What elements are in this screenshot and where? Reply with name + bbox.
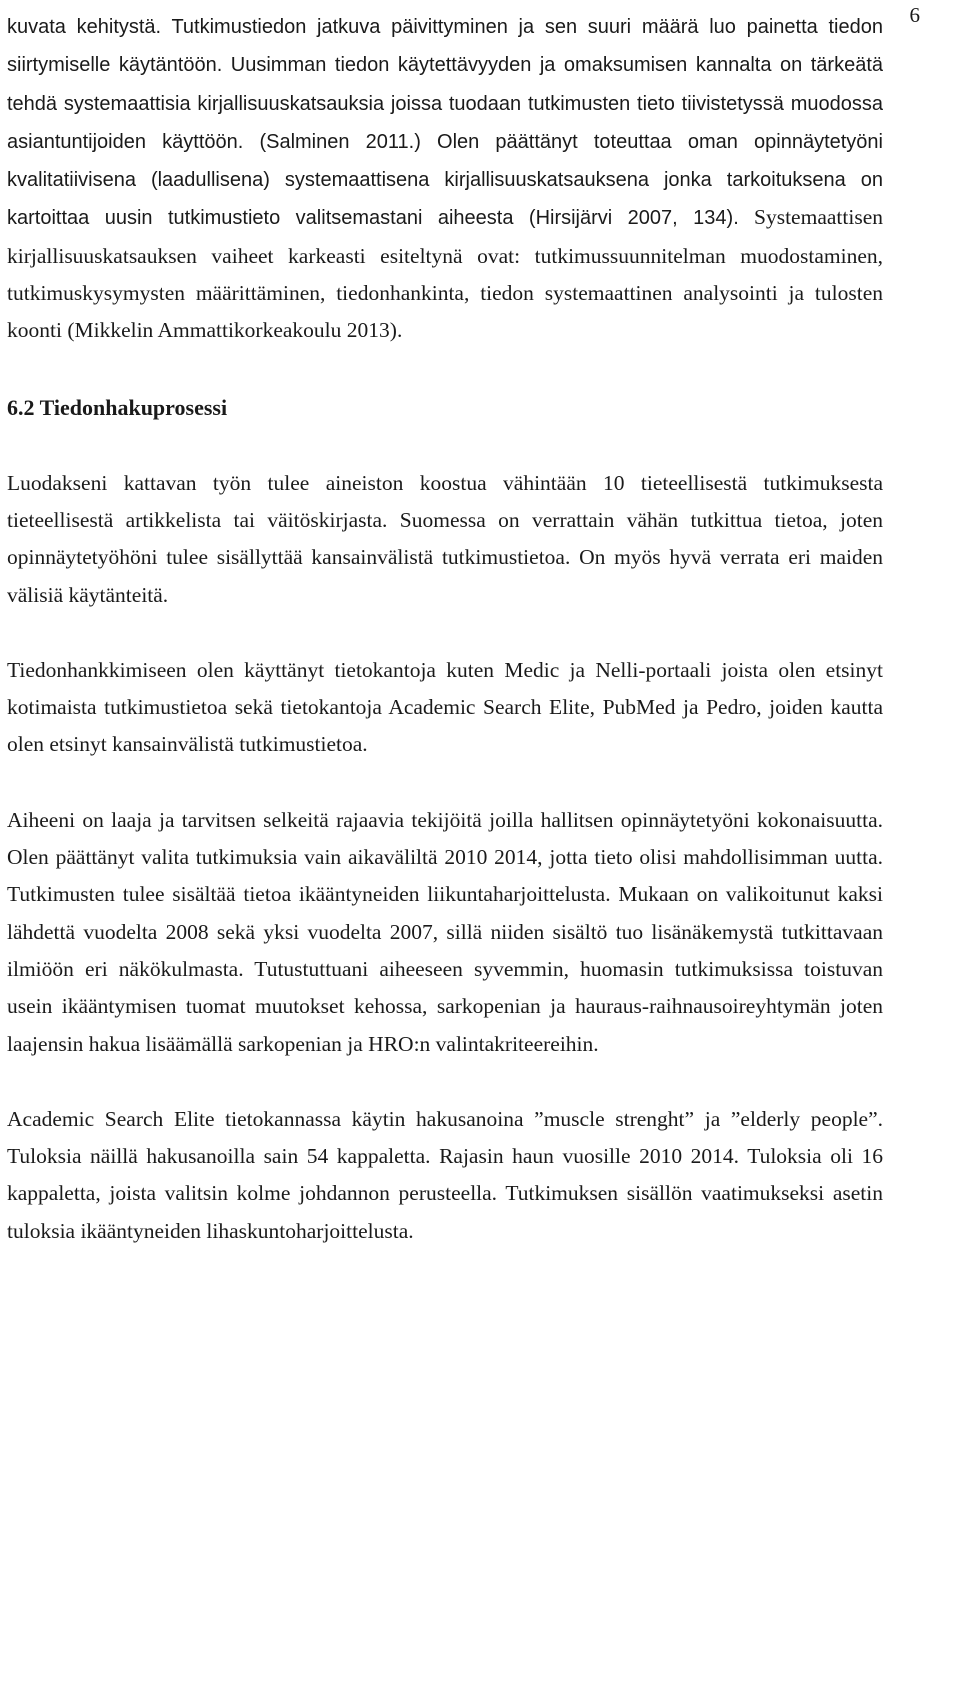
spacer [7,614,883,652]
paragraph-intro-serif-text: Systemaattisen kirjallisuuskatsauksen vaiheet karkeasti esiteltynä ovat: tutkimussuunnitelman muodostaminen, tutkimuskysymysten määrittäminen, tiedonhankinta, tiedon systemaattinen analysointi ja tulosten koonti (Mikkelin Ammattikorkeakoulu 2013). [7,205,883,343]
paragraph-search-results: Academic Search Elite tietokannassa käytin hakusanoina ”muscle strenght” ja ”elderly people”. Tuloksia näillä hakusanoilla sain 54 kappaletta. Rajasin haun vuosille 2010 2014. Tuloksia oli 16 kappaletta, joista valitsin kolme johdannon perusteella. Tutkimuksen sisällön vaatimukseksi asetin tuloksia ikääntyneiden lihaskuntoharjoittelusta. [7,1106,883,1243]
section-heading: 6.2 Tiedonhakuprosessi [7,394,228,420]
spacer [7,1063,883,1101]
paragraph-intro [7,8,883,350]
spacer [7,350,883,393]
paragraph-limitations: Aiheeni on laaja ja tarvitsen selkeitä rajaavia tekijöitä joilla hallitsen opinnäytetyöni kokonaisuutta. Olen päättänyt valita tutkimuksia vain aikaväliltä 2010 2014, jotta tieto olisi mahdollisimman uutta. Tutkimusten tulee sisältää tietoa ikääntyneiden liikuntaharjoittelusta. Mukaan on valikoitunut kaksi lähdettä vuodelta 2008 sekä yksi vuodelta 2007, sillä niiden sisältö tuo lisänäkemystä tutkittavaan ilmiöön eri näkökulmasta. Tutustuttuani aiheeseen syvemmin, huomasin tutkimuksissa toistuvan usein ikääntymisen tuomat muutokset kehossa, sarkopenian ja hauraus-raihnausoireyhtymän joten laajensin hakua lisäämällä sarkopenian ja HRO:n valintakriteereihin. [7,807,883,1056]
spacer [7,764,883,802]
paragraph-material-requirements: Luodakseni kattavan työn tulee aineiston koostua vähintään 10 tieteellisestä tutkimuksesta tieteellisestä artikkelista tai väitöskirjasta. Suomessa on verrattain vähän tutkittua tietoa, joten opinnäytetyöhöni tulee sisällyttää kansainvälistä tutkimustietoa. On myös hyvä verrata eri maiden välisiä käytänteitä. [7,470,883,607]
page-number: 6 [909,3,920,27]
paragraph-databases: Tiedonhankkimiseen olen käyttänyt tietokantoja kuten Medic ja Nelli-portaali joista olen etsinyt kotimaista tutkimustietoa sekä tietokantoja Academic Search Elite, PubMed ja Pedro, joiden kautta olen etsinyt kansainvälistä tutkimustietoa. [7,657,883,757]
paragraph-intro-sans-text: kuvata kehitystä. Tutkimustiedon jatkuva päivittyminen ja sen suuri määrä luo painetta tiedon siirtymiselle käytäntöön. Uusimman tiedon käytettävyyden ja omaksumisen kannalta on tärkeätä tehdä systemaattisia kirjallisuuskatsauksia joissa tuodaan tutkimusten tieto tiivistetyssä muodossa asiantuntijoiden käyttöön. (Salminen 2011.) Olen päättänyt toteuttaa oman opinnäytetyöni kvalitatiivisena (laadullisena) systemaattisena kirjallisuuskatsauksena jonka tarkoituksena on kartoittaa uusin tutkimustieto valitsemastani aiheesta (Hirsijärvi 2007, 134). [7,16,883,230]
spacer [7,423,883,465]
document-body [7,8,883,1250]
